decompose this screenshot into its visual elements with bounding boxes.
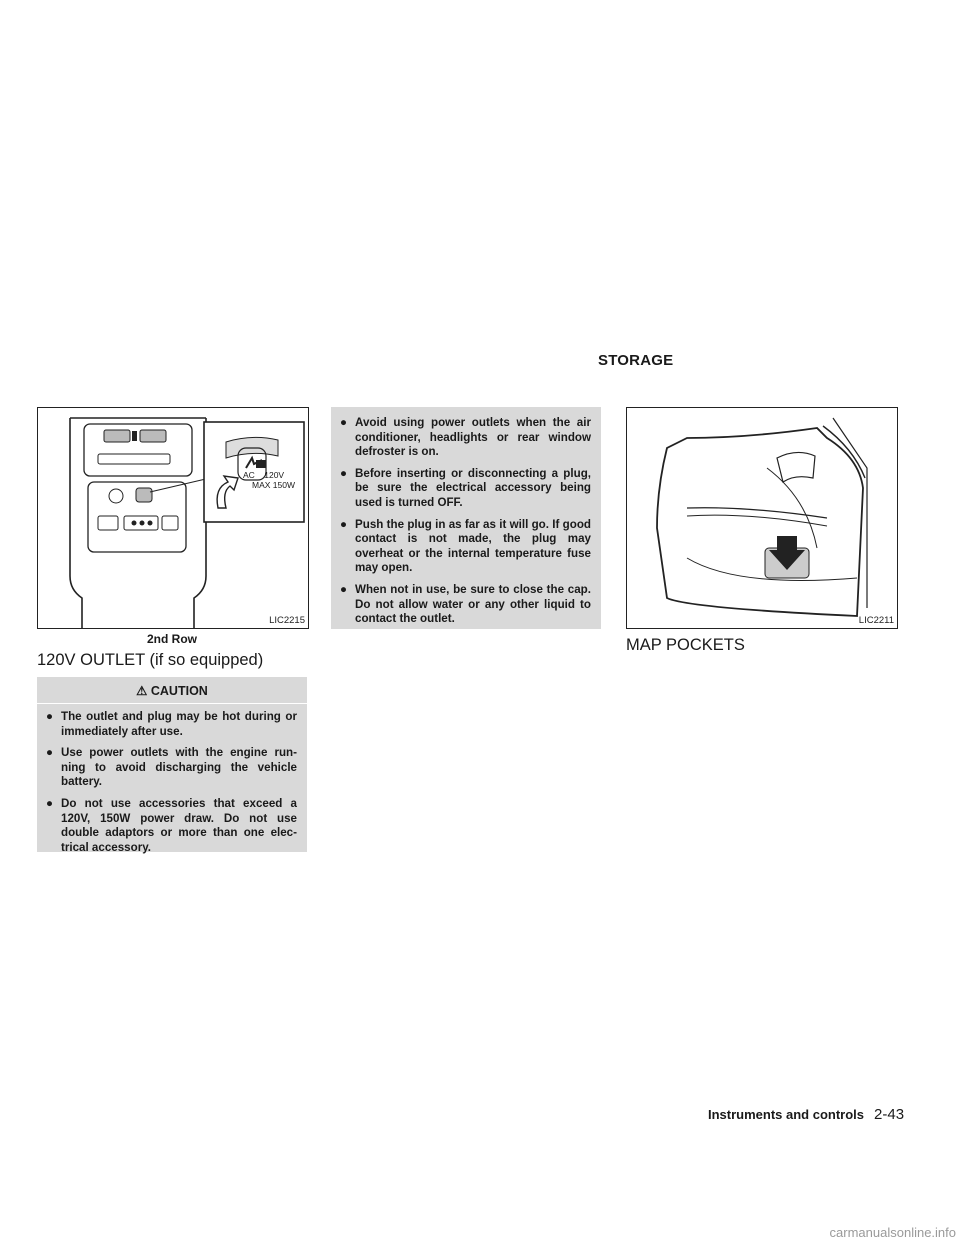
- page-footer: [708, 1106, 904, 1123]
- figure-120v-outlet: [37, 407, 309, 629]
- caution-item: ● Use power outlets with the engine run-ning to avoid discharging the vehicle battery.: [46, 746, 297, 789]
- footer-chapter-title: Instruments and controls: [708, 1107, 865, 1122]
- caution-list: [37, 704, 307, 861]
- door-illustration: [627, 408, 897, 628]
- figure-code: LIC2215: [269, 615, 305, 626]
- outlet-label-max: MAX 150W: [252, 480, 295, 490]
- caution-box-continued: [331, 407, 601, 629]
- figure-caption: 2nd Row: [147, 632, 197, 646]
- console-illustration: [38, 408, 308, 628]
- map-pockets-heading: MAP POCKETS: [626, 636, 745, 654]
- page-number: 2-43: [874, 1106, 905, 1123]
- caution-title: ⚠ CAUTION: [37, 677, 307, 704]
- caution-item: ● When not in use, be sure to close the cap. Do not allow water or any other liquid to contact the outlet.: [340, 582, 591, 626]
- caution-box: [37, 677, 307, 852]
- section-heading-storage: STORAGE: [598, 352, 674, 369]
- caution-list: [331, 407, 601, 633]
- caution-item: ● Avoid using power outlets when the air conditioner, headlights or rear window defroster is on.: [340, 416, 591, 459]
- caution-item: ● Before inserting or disconnecting a plug, be sure the electrical accessory being used is turned OFF.: [340, 466, 591, 509]
- caution-item: ● Push the plug in as far as it will go. If good contact is not made, the plug may overheat or the internal temperature fuse may open.: [340, 517, 591, 575]
- outlet-heading: 120V OUTLET (if so equipped): [37, 651, 264, 669]
- figure-map-pocket: [626, 407, 898, 629]
- caution-item: ● Do not use accessories that exceed a 120V, 150W power draw. Do not use double adaptors or more than one elec-trical accessory.: [46, 796, 297, 854]
- outlet-label-ac: AC 120V: [243, 470, 285, 480]
- caution-item: ● The outlet and plug may be hot during or immediately after use.: [46, 710, 297, 738]
- warning-icon: ⚠: [136, 684, 148, 698]
- watermark: carmanualsonline.info: [829, 1225, 956, 1240]
- figure-code: LIC2211: [858, 615, 894, 626]
